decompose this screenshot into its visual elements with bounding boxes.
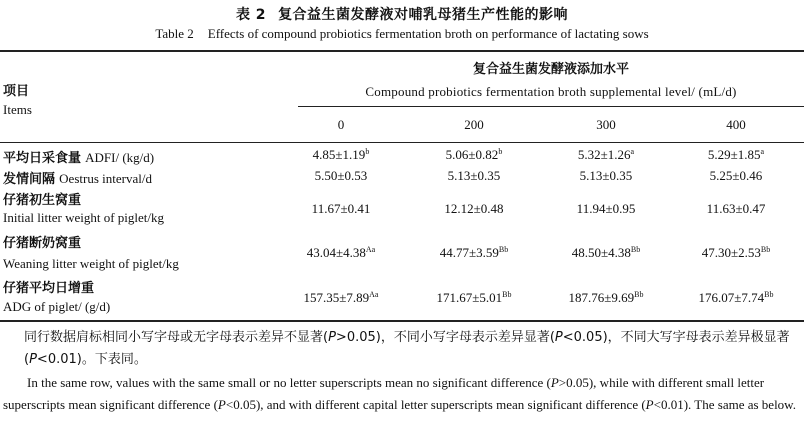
row-label-oestrus-en: Oestrus interval/d	[59, 171, 152, 186]
row-label-adfi	[3, 147, 154, 166]
level-header-200: 200	[464, 117, 484, 132]
table-cell: 11.67±0.41	[311, 201, 371, 216]
row-label-initial-litter-en: Initial litter weight of piglet/kg	[3, 210, 165, 225]
header-bottom-rule	[0, 142, 804, 143]
row-label-oestrus-cn: 发情间隔	[3, 172, 56, 187]
table-number-cn: 表 2	[235, 7, 267, 23]
row-label-initial-litter	[3, 189, 81, 208]
table-cell: 11.63±0.47	[706, 201, 766, 216]
row-label-adfi-en: ADFI/ (kg/d)	[85, 150, 155, 165]
table-note-en: In the same row, values with the same small or no letter superscripts mean no significant difference (P>0.05), while with different small letter superscripts mean significant difference (P<0.05), and with different capital letter superscripts mean significant difference (P<0.01). The same as below.	[3, 375, 796, 412]
row-label-adg-en: ADG of piglet/ (g/d)	[3, 299, 111, 314]
table-top-rule	[0, 50, 804, 52]
row-label-initial-litter-cn: 仔猪初生窝重	[3, 193, 82, 208]
table-cell: $44.77\pm 3.59^{Bb}$	[439, 245, 509, 260]
level-header-400: 400	[726, 117, 746, 132]
table-cell: $187.76\pm 9.69^{Bb}$	[568, 290, 644, 305]
row-label-weaning-litter	[3, 232, 81, 251]
table-title-cn-text: 复合益生菌发酵液对哺乳母猪生产性能的影响	[278, 7, 569, 23]
table-cell: 5.32±1.26$^a$	[577, 147, 635, 162]
table-cell: 5.13±0.35	[447, 168, 501, 183]
row-label-oestrus	[3, 168, 152, 187]
header-group-rule	[298, 106, 804, 107]
table-bottom-rule	[0, 320, 804, 322]
group-header-en: Compound probiotics fermentation broth supplemental level/ (mL/d)	[365, 84, 737, 99]
table-cell: 5.13±0.35	[579, 168, 633, 183]
table-cell: 4.85±1.19$^b$	[312, 147, 370, 162]
table-cell: $157.35\pm 7.89^{Aa}$	[303, 290, 379, 305]
row-label-weaning-litter-en: Weaning litter weight of piglet/kg	[3, 256, 179, 271]
table-title-en	[0, 26, 804, 42]
table-cell: 5.06±0.82$^b$	[445, 147, 503, 162]
table-cell: $43.04\pm 4.38^{Aa}$	[306, 245, 376, 260]
table-cell: $47.30\pm 2.53^{Bb}$	[701, 245, 771, 260]
row-label-weaning-litter-cn: 仔猪断奶窝重	[3, 236, 82, 251]
items-header-en: Items	[3, 102, 32, 117]
table-number-en: Table 2	[155, 26, 194, 41]
table-cell: 5.25±0.46	[709, 168, 763, 183]
table-cell: $48.50\pm 4.38^{Bb}$	[571, 245, 641, 260]
table-cell: 12.12±0.48	[444, 201, 504, 216]
table-cell: 11.94±0.95	[576, 201, 636, 216]
row-label-adg	[3, 277, 94, 296]
table-cell: $176.07\pm 7.74^{Bb}$	[698, 290, 774, 305]
table-note-cn: 同行数据肩标相同小写字母或无字母表示差异不显著(P>0.05)，不同小写字母表示差异显著(P<0.05)，不同大写字母表示差异极显著(P<0.01)。下表同。	[24, 330, 790, 367]
table-title-en-text: Effects of compound probiotics fermentation broth on performance of lactating sows	[207, 26, 649, 41]
row-label-adg-cn: 仔猪平均日增重	[3, 281, 95, 296]
row-label-adfi-cn: 平均日采食量	[3, 151, 82, 166]
table-cell: 5.50±0.53	[314, 168, 368, 183]
items-header-cn: 项目	[3, 84, 30, 99]
table-title-cn	[0, 4, 804, 24]
table-cell: 5.29±1.85$^a$	[707, 147, 765, 162]
level-header-300: 300	[596, 117, 616, 132]
table-cell: $171.67\pm 5.01^{Bb}$	[436, 290, 512, 305]
group-header-cn: 复合益生菌发酵液添加水平	[472, 62, 629, 77]
level-header-0: 0	[337, 117, 345, 132]
